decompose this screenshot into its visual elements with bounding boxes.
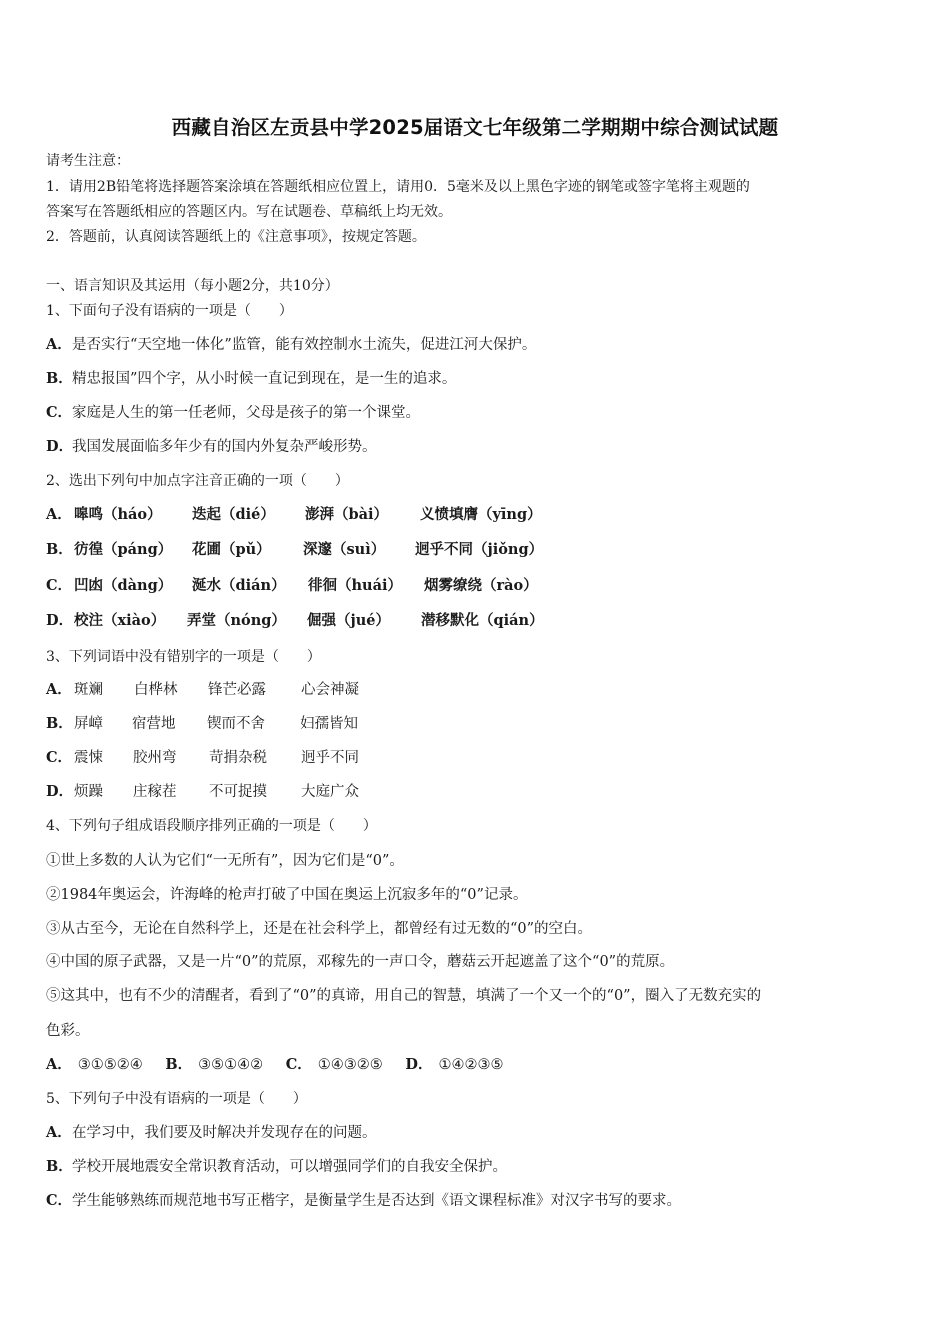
question-2-option-b xyxy=(46,541,544,559)
question-3-stem: 3、下列词语中没有错别字的一项是（ ） xyxy=(46,649,321,665)
option-text: 在学习中，我们要及时解决并发现存在的问题。 xyxy=(72,1125,377,1141)
option-item: 迥乎不同 xyxy=(301,750,359,766)
question-3-option-c xyxy=(46,749,359,767)
option-label: A． xyxy=(46,1124,72,1141)
option-item: 烦躁 xyxy=(74,784,103,800)
choice-label: D． xyxy=(405,1056,433,1073)
option-item: 校注（xiào） xyxy=(74,612,166,629)
question-5-stem: 5、下列句子中没有语病的一项是（ ） xyxy=(46,1091,307,1107)
question-3-option-a xyxy=(46,681,359,699)
question-4-sentence-4: ④中国的原子武器，又是一片“0”的荒原，邓稼先的一声口令，蘑菇云开起遮盖了这个“0”的荒原。 xyxy=(46,954,675,970)
choice-text: ①④③②⑤ xyxy=(317,1057,383,1073)
option-item: 彷徨（páng） xyxy=(74,541,173,558)
question-4-choices xyxy=(46,1056,521,1074)
question-4-sentence-2: ②1984年奥运会，许海峰的枪声打破了中国在奥运上沉寂多年的“0”记录。 xyxy=(46,887,528,903)
option-text: 学校开展地震安全常识教育活动，可以增强同学们的自我安全保护。 xyxy=(72,1159,507,1175)
option-text: 学生能够熟练而规范地书写正楷字，是衡量学生是否达到《语文课程标准》对汉字书写的要求。 xyxy=(72,1193,681,1209)
option-item: 弄堂（nóng） xyxy=(187,612,286,629)
option-item: 澎湃（bài） xyxy=(305,506,389,523)
option-item: 不可捉摸 xyxy=(209,784,267,800)
option-label: C． xyxy=(46,749,73,766)
option-item: 徘徊（huái） xyxy=(308,577,402,594)
choice-text: ③①⑤②④ xyxy=(77,1057,143,1073)
option-item: 凹凼（dàng） xyxy=(74,577,173,594)
option-text: 我国发展面临多年少有的国内外复杂严峻形势。 xyxy=(72,439,377,455)
question-5-option-c xyxy=(46,1192,681,1210)
option-item: 倔强（jué） xyxy=(307,612,391,629)
choice-label: B． xyxy=(165,1056,193,1073)
option-item: 涎水（dián） xyxy=(192,577,286,594)
notice-heading: 请考生注意： xyxy=(46,153,130,169)
option-item: 苛捐杂税 xyxy=(209,750,267,766)
question-1-option-a xyxy=(46,336,536,354)
question-1-option-b xyxy=(46,370,456,388)
option-label: D． xyxy=(46,438,74,455)
option-item: 义愤填膺（yīng） xyxy=(420,506,542,523)
option-item: 庄稼茬 xyxy=(133,784,177,800)
option-item: 震悚 xyxy=(74,750,103,766)
question-1-stem: 1、下面句子没有语病的一项是（ ） xyxy=(46,303,293,319)
question-5-option-a xyxy=(46,1124,377,1142)
question-2-option-c xyxy=(46,577,538,595)
option-label: C． xyxy=(46,577,73,594)
option-item: 宿营地 xyxy=(132,716,176,732)
question-4-sentence-1: ①世上多数的人认为它们“一无所有”，因为它们是“0”。 xyxy=(46,853,404,869)
option-item: 胶州弯 xyxy=(133,750,177,766)
option-label: D． xyxy=(46,612,74,629)
page-title: 西藏自治区左贡县中学2025届语文七年级第二学期期中综合测试试题 xyxy=(171,116,779,139)
choice-label: C． xyxy=(285,1056,312,1073)
option-label: D． xyxy=(46,783,74,800)
question-1-option-c xyxy=(46,404,420,422)
option-item: 屏嶂 xyxy=(74,716,103,732)
option-item: 嗥鸣（háo） xyxy=(74,506,162,523)
option-label: C． xyxy=(46,404,73,421)
question-4-sentence-5-line-2: 色彩。 xyxy=(46,1023,90,1039)
section-heading: 一、语言知识及其运用（每小题2分，共10分） xyxy=(46,278,339,294)
option-item: 斑斓 xyxy=(74,682,103,698)
option-label: C． xyxy=(46,1192,73,1209)
notice-item-1-line-1: 1．请用2B铅笔将选择题答案涂填在答题纸相应位置上，请用0．5毫米及以上黑色字迹的钢笔或签字笔将主观题的 xyxy=(46,179,750,195)
question-2-option-a xyxy=(46,506,542,524)
option-item: 锋芒必露 xyxy=(208,682,266,698)
option-text: 精忠报国”四个字，从小时候一直记到现在，是一生的追求。 xyxy=(72,371,457,387)
option-label: A． xyxy=(46,506,72,523)
choice-text: ③⑤①④② xyxy=(198,1057,264,1073)
option-item: 妇孺皆知 xyxy=(300,716,358,732)
notice-item-2: 2．答题前，认真阅读答题纸上的《注意事项》，按规定答题。 xyxy=(46,229,426,245)
option-label: B． xyxy=(46,541,73,558)
option-item: 花圃（pǔ） xyxy=(192,541,271,558)
option-item: 潜移默化（qián） xyxy=(421,612,544,629)
question-4-sentence-3: ③从古至今，无论在自然科学上，还是在社会科学上，都曾经有过无数的“0”的空白。 xyxy=(46,921,593,937)
option-item: 锲而不舍 xyxy=(207,716,265,732)
option-item: 迥乎不同（jiǒng） xyxy=(415,541,544,558)
notice-item-1-line-2: 答案写在答题纸相应的答题区内。写在试题卷、草稿纸上均无效。 xyxy=(46,204,452,220)
question-2-option-d xyxy=(46,612,544,630)
option-label: A． xyxy=(46,681,72,698)
choice-label: A． xyxy=(46,1056,72,1073)
option-label: B． xyxy=(46,370,73,387)
option-label: A． xyxy=(46,336,72,353)
option-item: 心会神凝 xyxy=(301,682,359,698)
question-1-option-d xyxy=(46,438,377,456)
option-item: 深邃（suì） xyxy=(303,541,386,558)
option-text: 是否实行“天空地一体化”监管，能有效控制水土流失，促进江河大保护。 xyxy=(72,337,537,353)
question-5-option-b xyxy=(46,1158,507,1176)
choice-text: ①④②③⑤ xyxy=(438,1057,504,1073)
option-item: 烟雾缭绕（rào） xyxy=(424,577,538,594)
question-3-option-d xyxy=(46,783,359,801)
question-4-stem: 4、下列句子组成语段顺序排列正确的一项是（ ） xyxy=(46,818,377,834)
question-3-option-b xyxy=(46,715,358,733)
option-item: 迭起（dié） xyxy=(192,506,275,523)
option-item: 白桦林 xyxy=(134,682,178,698)
option-text: 家庭是人生的第一任老师，父母是孩子的第一个课堂。 xyxy=(72,405,420,421)
option-label: B． xyxy=(46,1158,73,1175)
option-label: B． xyxy=(46,715,73,732)
question-4-sentence-5-line-1: ⑤这其中，也有不少的清醒者，看到了“0”的真谛，用自己的智慧，填满了一个又一个的“0”，圈入了无数充实的 xyxy=(46,988,762,1004)
option-item: 大庭广众 xyxy=(301,784,359,800)
question-2-stem: 2、选出下列句中加点字注音正确的一项（ ） xyxy=(46,473,349,489)
